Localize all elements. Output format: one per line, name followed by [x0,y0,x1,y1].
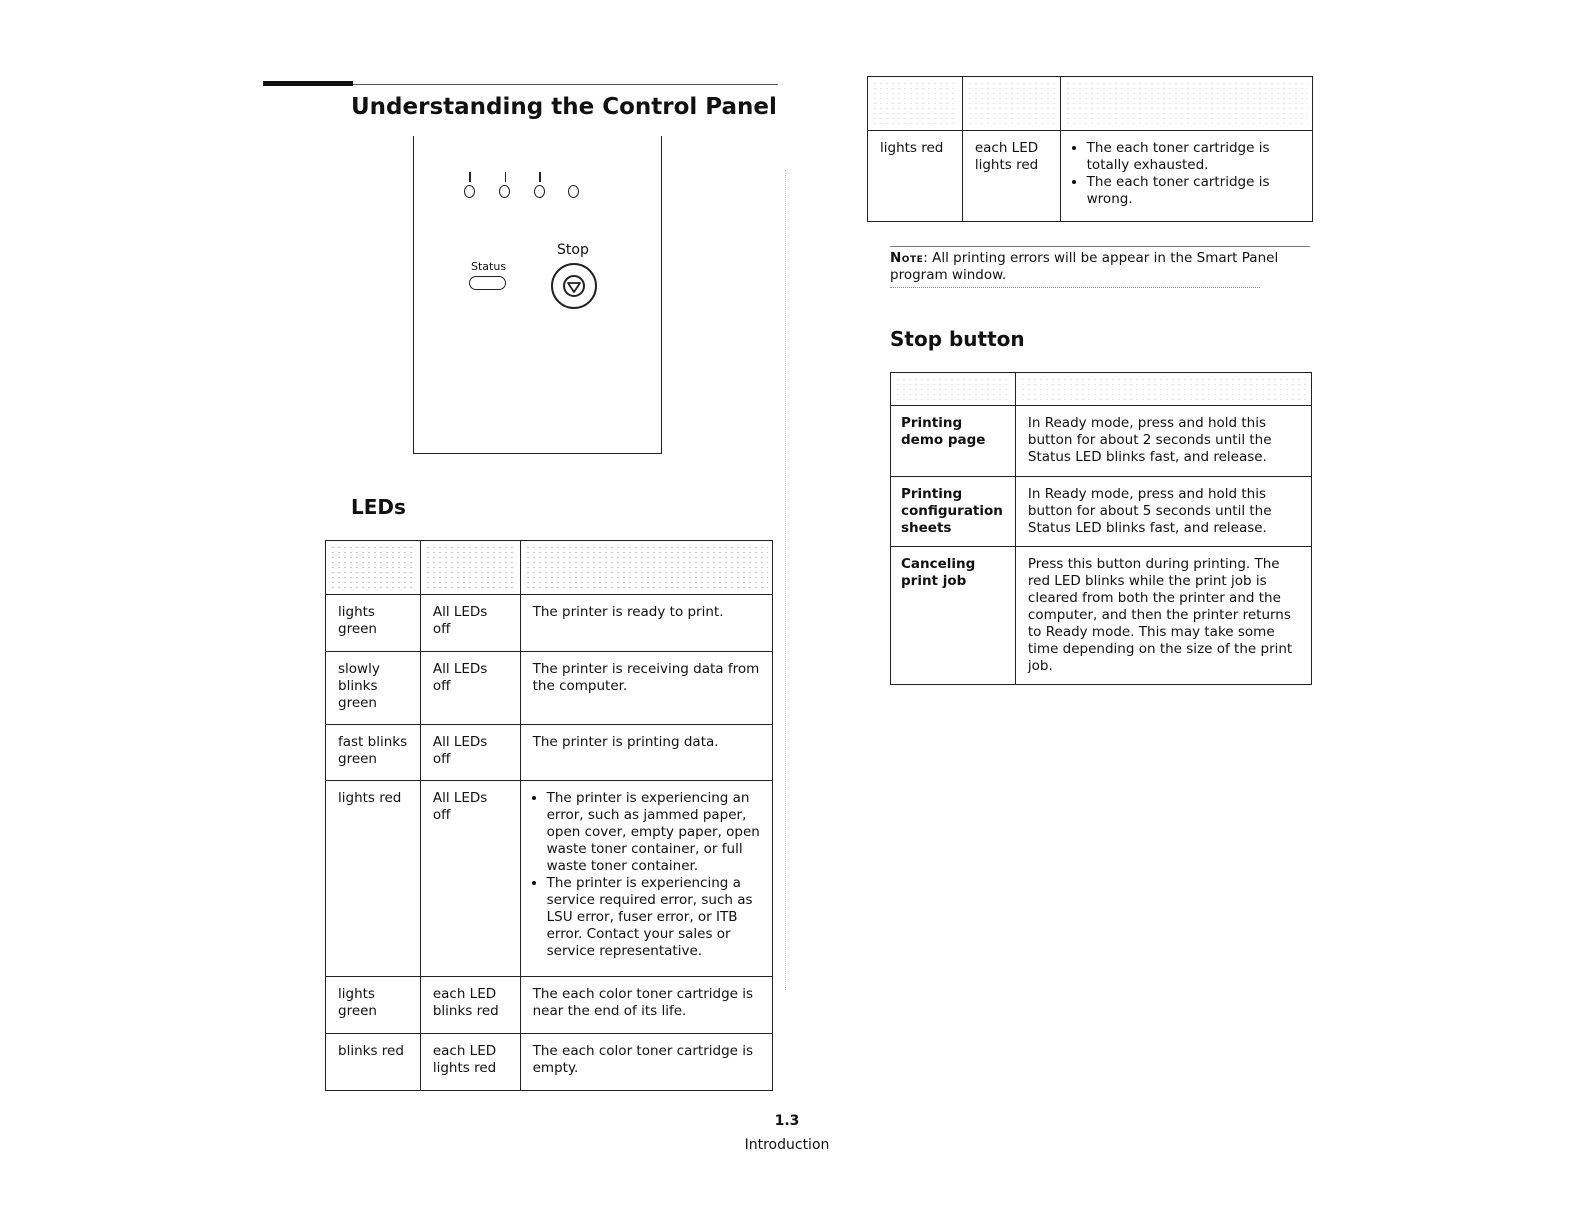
control-panel-illustration [413,136,662,454]
header-rule-thick [263,81,353,86]
description-cell: In Ready mode, press and hold this button for about 5 seconds until the Status LED blinks fast, and release. [1015,477,1311,547]
list-item: • The each toner cartridge is totally exhausted. [1087,140,1300,174]
function-cell [891,477,1016,547]
color-led-cell: All LEDs off [420,725,520,781]
description-cell: The each color toner cartridge is near the end of its life. [520,977,772,1034]
table-header-cell [868,77,963,131]
status-led-cell: lights red [326,781,421,977]
list-item: • The printer is experiencing an error, such as jammed paper, open cover, empty paper, open waste toner container, or full waste toner container. [547,790,760,875]
table-row [891,477,1312,547]
color-led-cell: each LED lights red [420,1034,520,1091]
status-button-label: Status [471,260,507,273]
stop-icon [550,262,598,310]
bullet-list [533,790,760,960]
description-cell: Press this button during printing. The red LED blinks while the print job is cleared from both the printer and the computer, and then the printer returns to Ready mode. This may take some time depending on the size of the print job. [1015,547,1311,685]
table-row [891,547,1312,685]
table-header-cell [891,373,1016,406]
status-led-cell: lights green [326,595,421,652]
note-box [890,250,1310,284]
color-led-cell: All LEDs off [420,652,520,725]
table-row [326,652,773,725]
function-cell [891,547,1016,685]
status-led-cell: fast blinks green [326,725,421,781]
note-text: All printing errors will be appear in the Smart Panel program window. [890,250,1279,283]
leds-heading: LEDs [351,495,406,519]
table-header-cell [962,77,1060,131]
status-led-cell: slowly blinks green [326,652,421,725]
table-header-row [868,77,1313,131]
description-cell: The printer is printing data. [520,725,772,781]
list-item: • The each toner cartridge is wrong. [1087,174,1300,208]
color-led-cell: each LED lights red [962,131,1060,222]
page-number: 1.3 [774,1113,800,1129]
table-header-cell [1015,373,1311,406]
bullet-list [1073,140,1300,208]
color-led-cell: each LED blinks red [420,977,520,1034]
note-rule [890,246,1310,247]
description-cell [520,781,772,977]
stop-button-heading: Stop button [890,327,1025,351]
section-name: Introduction [744,1137,830,1153]
function-term: Printing configuration sheets [901,486,1003,536]
table-row [868,131,1313,222]
stop-button-label: Stop [557,242,589,258]
description-cell [1060,131,1312,222]
header-rule-thin [353,84,778,85]
description-cell: The each color toner cartridge is empty. [520,1034,772,1091]
function-cell [891,406,1016,477]
leds-table-continued [867,76,1313,222]
led-icon [532,172,548,206]
function-term: Printing demo page [901,415,986,448]
note-label: Note [890,250,924,266]
table-row [326,781,773,977]
status-button [469,276,506,290]
function-term: Canceling print job [901,556,976,589]
status-led-cell: lights green [326,977,421,1034]
description-cell: The printer is ready to print. [520,595,772,652]
column-divider [785,170,786,990]
led-icon [462,172,478,206]
table-row [326,595,773,652]
description-cell: The printer is receiving data from the computer. [520,652,772,725]
note-colon: : [923,250,933,266]
led-icon [497,172,513,206]
status-led-cell: blinks red [326,1034,421,1091]
description-cell: In Ready mode, press and hold this button for about 2 seconds until the Status LED blinks fast, and release. [1015,406,1311,477]
table-header-row [891,373,1312,406]
color-led-cell: All LEDs off [420,781,520,977]
status-led-cell: lights red [868,131,963,222]
table-header-cell [326,541,421,595]
table-header-cell [420,541,520,595]
table-row [326,1034,773,1091]
table-row [326,725,773,781]
color-led-cell: All LEDs off [420,595,520,652]
stop-button-table [890,372,1312,685]
led-icon [566,172,582,206]
table-row [326,977,773,1034]
table-header-cell [1060,77,1312,131]
table-header-row [326,541,773,595]
list-item: • The printer is experiencing a service required error, such as LSU error, fuser error, or ITB error. Contact your sales or service representative. [547,875,760,960]
leds-table [325,540,773,1091]
table-header-cell [520,541,772,595]
table-row [891,406,1312,477]
page-title: Understanding the Control Panel [351,94,777,120]
note-rule [890,287,1260,288]
